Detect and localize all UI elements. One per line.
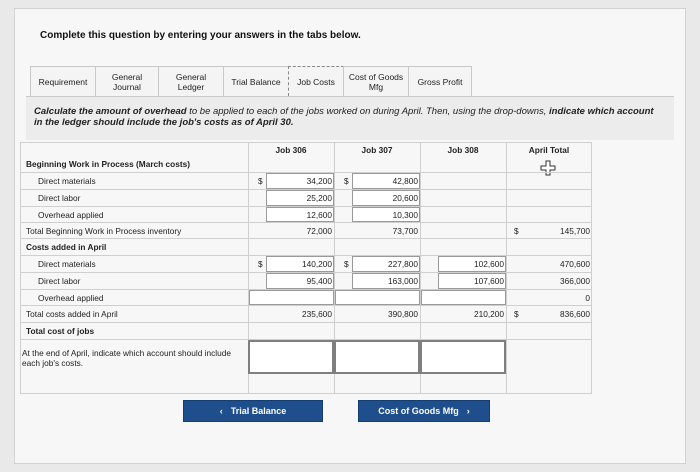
tab-general-journal-label: General Journal bbox=[111, 71, 143, 92]
row-total-cost: Total cost of jobs bbox=[26, 326, 95, 336]
next-button-label: Cost of Goods Mfg bbox=[378, 406, 459, 416]
job306-oh: 12,600 bbox=[306, 210, 332, 220]
job306-account-dropdown[interactable] bbox=[248, 340, 334, 374]
april-total-dl2: 366,000 bbox=[560, 276, 590, 286]
job307-account-dropdown[interactable] bbox=[334, 340, 420, 374]
row-sep bbox=[20, 238, 592, 239]
job306-dm: 34,200 bbox=[306, 176, 332, 186]
currency-sign: $ bbox=[258, 259, 263, 269]
col-header-job306: Job 306 bbox=[275, 145, 307, 155]
job306-dm2: 140,200 bbox=[302, 259, 332, 269]
job308-ta: 210,200 bbox=[474, 309, 504, 319]
tab-general-ledger[interactable] bbox=[158, 66, 224, 96]
row-sep bbox=[20, 322, 592, 323]
row-sep bbox=[20, 305, 592, 306]
job306-oh2-input[interactable] bbox=[249, 290, 334, 305]
currency-sign: $ bbox=[344, 176, 349, 186]
instruction-text bbox=[34, 106, 664, 128]
currency-sign: $ bbox=[258, 176, 263, 186]
currency-sign: $ bbox=[514, 309, 519, 319]
job308-dl2: 107,600 bbox=[474, 276, 504, 286]
job308-oh2-input[interactable] bbox=[421, 290, 506, 305]
instr-p1: Calculate the amount of bbox=[34, 106, 145, 117]
row-costs-added: Costs added in April bbox=[26, 242, 107, 252]
job307-ta: 390,800 bbox=[388, 309, 418, 319]
prev-trial-balance-button[interactable] bbox=[183, 400, 323, 422]
job307-dm2: 227,800 bbox=[388, 259, 418, 269]
tab-requirement[interactable]: Requirement bbox=[30, 66, 96, 96]
tab-bar bbox=[30, 66, 471, 96]
april-total-dm2: 470,600 bbox=[560, 259, 590, 269]
job307-tb: 73,700 bbox=[392, 226, 418, 236]
chevron-left-icon: ‹ bbox=[219, 406, 223, 416]
row-beginning-wip: Beginning Work in Process (March costs) bbox=[26, 159, 190, 169]
col-sep bbox=[506, 142, 507, 394]
job308-dm2: 102,600 bbox=[474, 259, 504, 269]
row-sep bbox=[20, 222, 592, 223]
tab-general-ledger-label: General Ledger bbox=[175, 71, 207, 92]
instr-b2: indicate which account in the ledger should include the job's costs as of April 30. bbox=[34, 106, 654, 128]
job307-dm: 42,800 bbox=[392, 176, 418, 186]
april-total-ta: 836,600 bbox=[560, 309, 590, 319]
tab-job-costs[interactable]: Job Costs bbox=[288, 66, 344, 96]
next-cost-of-goods-mfg-button[interactable] bbox=[358, 400, 490, 422]
move-icon[interactable] bbox=[540, 160, 556, 176]
job306-dl: 25,200 bbox=[306, 193, 332, 203]
tab-cost-of-goods-mfg[interactable] bbox=[343, 66, 409, 96]
row-end-question: At the end of April, indicate which account should include each job's costs. bbox=[22, 348, 231, 368]
row-direct-materials: Direct materials bbox=[38, 176, 96, 186]
prev-button-label: Trial Balance bbox=[230, 406, 287, 416]
job306-tb: 72,000 bbox=[306, 226, 332, 236]
row-direct-labor: Direct labor bbox=[38, 193, 81, 203]
tab-cogm-label: Cost of Goods Mfg bbox=[348, 71, 404, 92]
april-total-oh2: 0 bbox=[585, 293, 590, 303]
row-direct-labor-2: Direct labor bbox=[38, 276, 81, 286]
row-overhead-applied-2: Overhead applied bbox=[38, 293, 104, 303]
page-title: Complete this question by entering your answers in the tabs below. bbox=[40, 30, 361, 41]
col-header-job308: Job 308 bbox=[447, 145, 479, 155]
job306-ta: 235,600 bbox=[302, 309, 332, 319]
row-total-beginning: Total Beginning Work in Process inventory bbox=[26, 226, 182, 236]
chevron-right-icon: › bbox=[466, 406, 470, 416]
tab-trial-balance[interactable]: Trial Balance bbox=[223, 66, 289, 96]
job308-account-dropdown[interactable] bbox=[420, 340, 506, 374]
col-header-april-total: April Total bbox=[528, 145, 570, 155]
row-overhead-applied: Overhead applied bbox=[38, 210, 104, 220]
instr-b1: overhead bbox=[144, 106, 187, 117]
job307-dl: 20,600 bbox=[392, 193, 418, 203]
currency-sign: $ bbox=[344, 259, 349, 269]
col-header-job307: Job 307 bbox=[361, 145, 393, 155]
currency-sign: $ bbox=[514, 226, 519, 236]
tab-general-journal[interactable] bbox=[95, 66, 159, 96]
instr-p2: to be applied to each of the jobs worked on during April. Then, using the drop-downs, bbox=[186, 106, 550, 117]
row-direct-materials-2: Direct materials bbox=[38, 259, 96, 269]
row-total-added: Total costs added in April bbox=[26, 309, 118, 319]
job307-oh: 10,300 bbox=[392, 210, 418, 220]
job306-dl2: 95,400 bbox=[306, 276, 332, 286]
job307-oh2-input[interactable] bbox=[335, 290, 420, 305]
job307-dl2: 163,000 bbox=[388, 276, 418, 286]
april-total-tb: 145,700 bbox=[560, 226, 590, 236]
tab-gross-profit[interactable]: Gross Profit bbox=[408, 66, 472, 96]
